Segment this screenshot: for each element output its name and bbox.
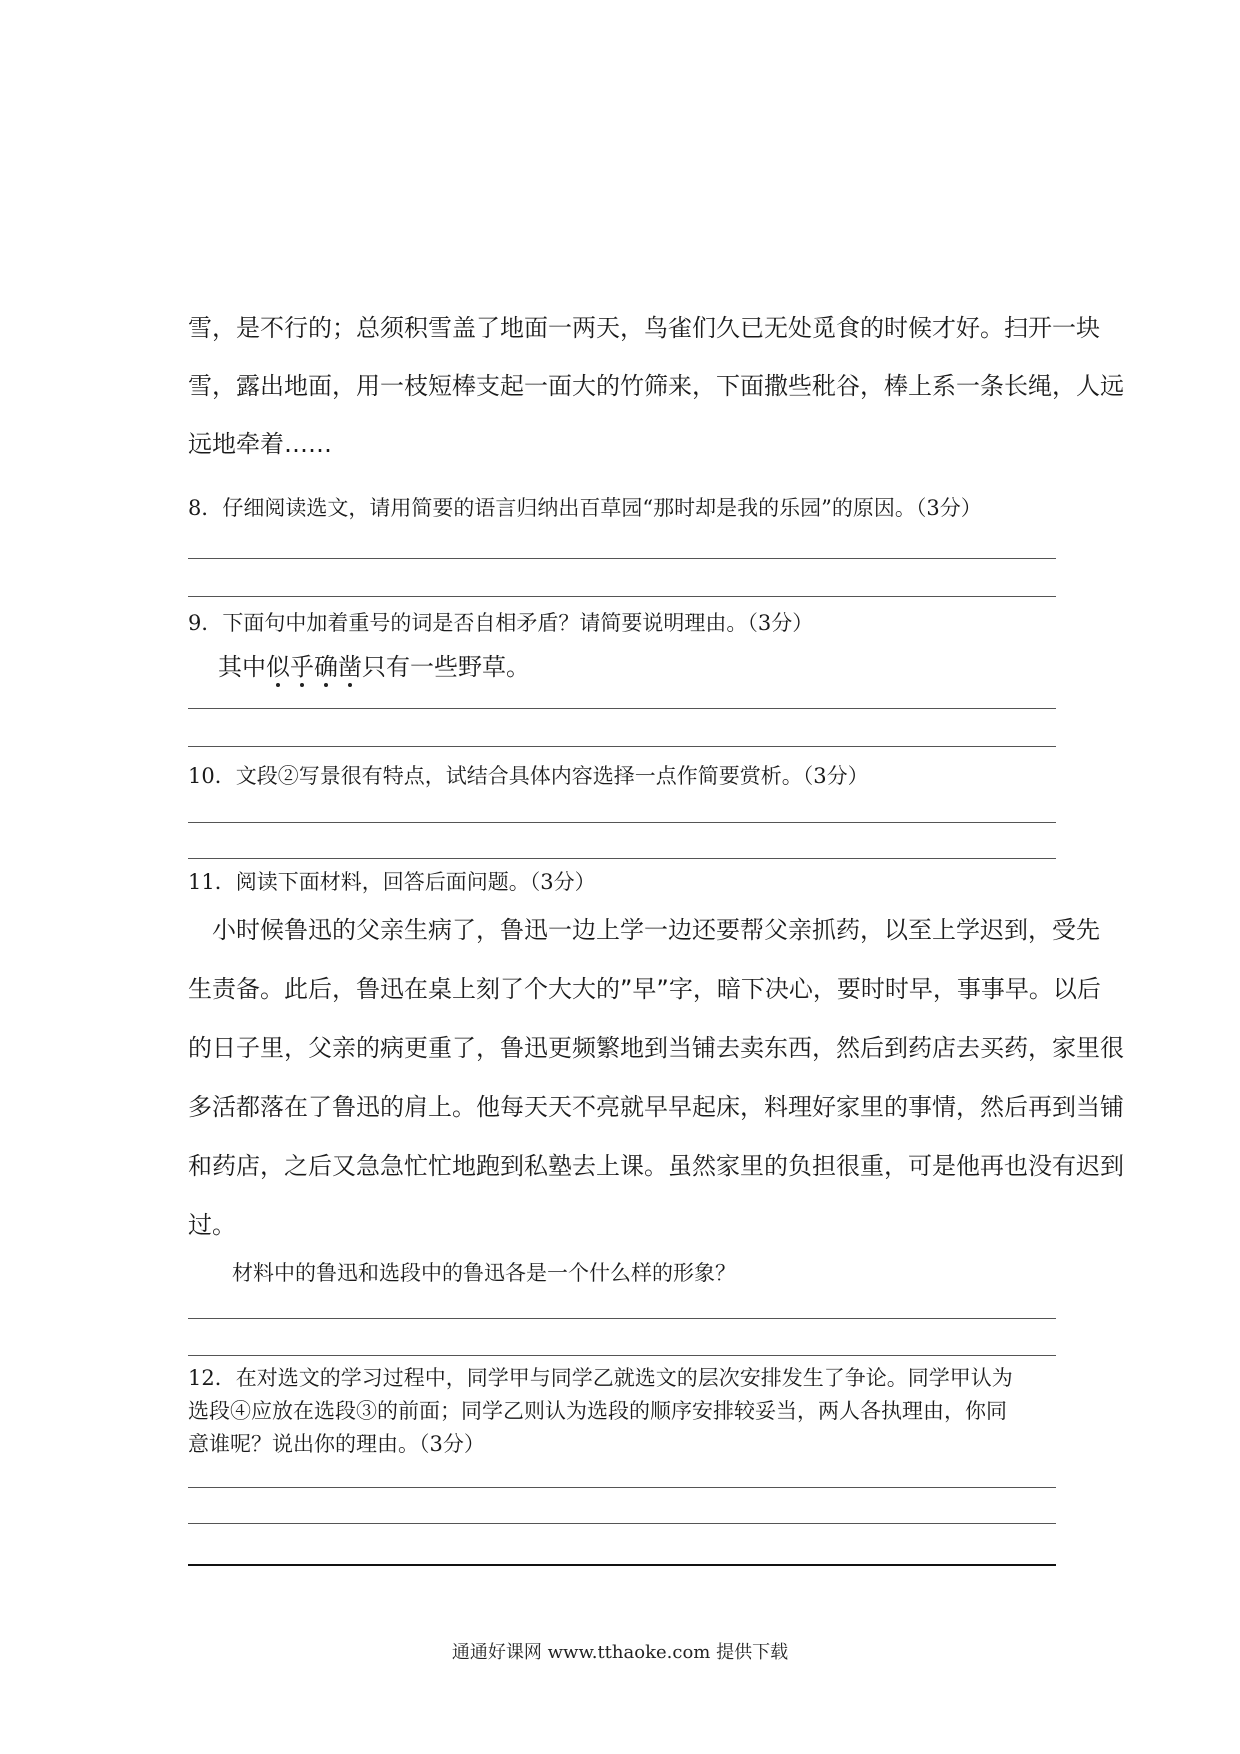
- q9-sentence-before: 其中: [218, 653, 266, 681]
- q11-material-line-6: 过。: [188, 1211, 236, 1239]
- passage-line-2: 雪，露出地面，用一枝短棒支起一面大的竹筛来，下面撒些秕谷，棒上系一条长绳，人远: [188, 372, 1124, 400]
- question-12-line-2: 选段④应放在选段③的前面；同学乙则认为选段的顺序安排较妥当，两人各执理由，你同: [188, 1399, 1007, 1423]
- q11-material-line-3: 的日子里，父亲的病更重了，鲁迅更频繁地到当铺去卖东西，然后到药店去买药，家里很: [188, 1034, 1124, 1062]
- emphasis-char-4: 凿: [338, 653, 362, 681]
- question-11: 11．阅读下面材料，回答后面问题。（3分）: [188, 870, 596, 894]
- answer-line-q10-1[interactable]: [188, 822, 1056, 823]
- passage-line-3: 远地牵着……: [188, 430, 332, 458]
- question-9: 9．下面句中加着重号的词是否自相矛盾？请简要说明理由。（3分）: [188, 611, 814, 635]
- emphasis-char-1: 似: [266, 653, 290, 681]
- page-bottom-rule: [188, 1564, 1056, 1566]
- q11-material-line-1: 小时候鲁迅的父亲生病了，鲁迅一边上学一边还要帮父亲抓药，以至上学迟到，受先: [188, 916, 1100, 944]
- footer-download-credit: 通通好课网 www.tthaoke.com 提供下载: [451, 1642, 789, 1663]
- emphasis-char-3: 确: [314, 653, 338, 681]
- passage-line-1: 雪，是不行的；总须积雪盖了地面一两天，鸟雀们久已无处觅食的时候才好。扫开一块: [188, 314, 1100, 342]
- q9-sentence: [218, 655, 530, 679]
- answer-line-q8-2[interactable]: [188, 596, 1056, 597]
- answer-line-q10-2[interactable]: [188, 858, 1056, 859]
- q11-prompt: 材料中的鲁迅和选段中的鲁迅各是一个什么样的形象？: [232, 1261, 736, 1285]
- emphasis-char-2: 乎: [290, 653, 314, 681]
- q11-material-line-2: 生责备。此后，鲁迅在桌上刻了个大大的”早”字，暗下决心，要时时早，事事早。以后: [188, 975, 1101, 1003]
- q11-material-line-5: 和药店，之后又急急忙忙地跑到私塾去上课。虽然家里的负担很重，可是他再也没有迟到: [188, 1152, 1124, 1180]
- answer-line-q12-1[interactable]: [188, 1487, 1056, 1488]
- answer-line-q11-1[interactable]: [188, 1318, 1056, 1319]
- answer-line-q9-2[interactable]: [188, 746, 1056, 747]
- answer-line-q8-1[interactable]: [188, 558, 1056, 559]
- q11-material-line-4: 多活都落在了鲁迅的肩上。他每天天不亮就早早起床，料理好家里的事情，然后再到当铺: [188, 1093, 1124, 1121]
- answer-line-q9-1[interactable]: [188, 708, 1056, 709]
- question-8: 8．仔细阅读选文，请用简要的语言归纳出百草园“那时却是我的乐园”的原因。（3分）: [188, 496, 982, 520]
- question-12-line-3: 意谁呢？说出你的理由。（3分）: [188, 1432, 485, 1456]
- question-10: 10．文段②写景很有特点，试结合具体内容选择一点作简要赏析。（3分）: [188, 764, 869, 788]
- question-12-line-1: 12．在对选文的学习过程中，同学甲与同学乙就选文的层次安排发生了争论。同学甲认为: [188, 1366, 1013, 1390]
- answer-line-q11-2[interactable]: [188, 1355, 1056, 1356]
- q9-sentence-after: 只有一些野草。: [362, 653, 530, 681]
- answer-line-q12-2[interactable]: [188, 1523, 1056, 1524]
